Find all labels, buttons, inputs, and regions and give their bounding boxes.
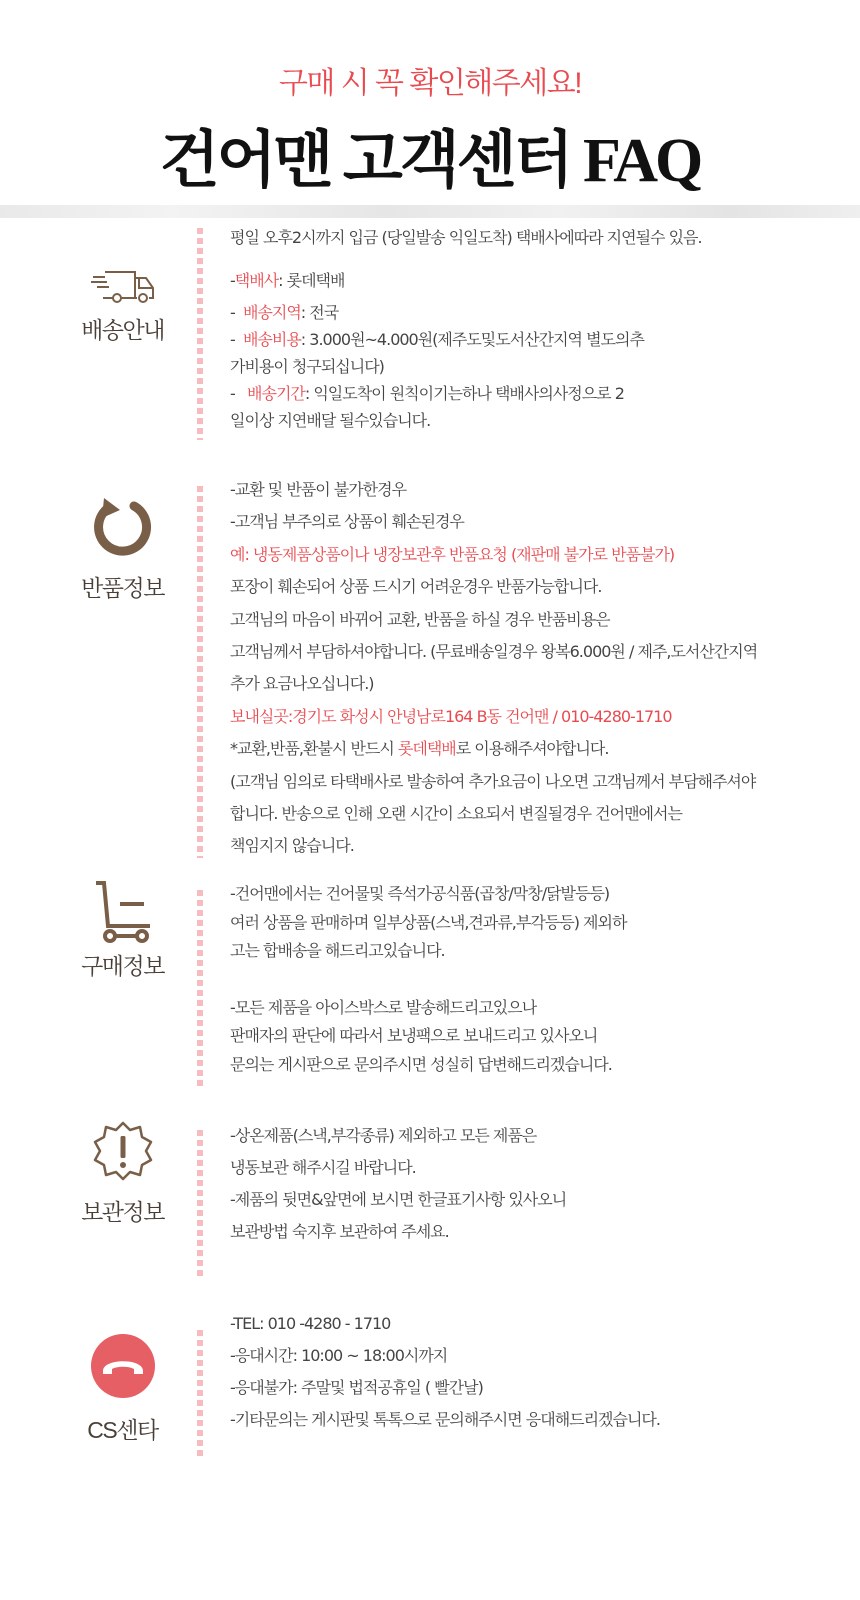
purchase-icon-group: [60, 880, 185, 981]
returns-line: 합니다. 반송으로 인해 오랜 시간이 소요되서 변질될경우 건어맨에서는: [230, 804, 682, 824]
delivery-icon-group: [60, 268, 185, 345]
section-delivery: [0, 218, 860, 448]
returns-address: 보내실곳:경기도 화성시 안녕남로164 B동 건어맨 / 010-4280-1710: [230, 706, 672, 726]
storage-line: 냉동보관 해주시길 바랍니다.: [230, 1158, 416, 1177]
divider-band: [0, 205, 860, 218]
purchase-text: [230, 880, 855, 1079]
returns-line: 책임지지 않습니다.: [230, 836, 354, 856]
section-cs: [0, 1308, 860, 1468]
purchase-line: 고는 합배송을 해드리고있습니다.: [230, 941, 445, 960]
returns-line: (고객님 임의로 타택배사로 발송하여 추가요금이 나오면 고객님께서 부담해주셔야: [230, 771, 756, 791]
delivery-cost-cont: 가비용이 청구되십니다): [230, 357, 384, 376]
section-label-cs: CS센타: [87, 1417, 158, 1443]
storage-line: -제품의 뒷면&앞면에 보시면 한글표기사항 있사오니: [230, 1190, 567, 1209]
dotted-divider: [197, 228, 203, 440]
delivery-courier: -택배사: 롯데택배: [230, 271, 345, 290]
returns-line: -교환 및 반품이 불가한경우: [230, 480, 407, 499]
storage-icon-group: [60, 1120, 185, 1227]
returns-icon-group: [60, 494, 185, 603]
cart-icon: [90, 880, 156, 946]
cs-other: -기타문의는 게시판및 톡톡으로 문의해주시면 응대해드리겠습니다.: [230, 1410, 660, 1429]
purchase-line: -모든 제품을 아이스박스로 발송해드리고있으나: [230, 997, 537, 1017]
returns-text: [230, 474, 855, 863]
returns-line: 추가 요금나오십니다.): [230, 674, 374, 694]
returns-notice: *교환,반품,환불시 반드시 롯데택배로 이용해주셔야합니다.: [230, 739, 609, 759]
cs-text: [230, 1308, 855, 1436]
storage-line: 보관방법 숙지후 보관하여 주세요.: [230, 1222, 449, 1241]
returns-line: 고객님께서 부담하셔야합니다. (무료배송일경우 왕복6.000원 / 제주,도서산간지역: [230, 642, 758, 662]
page-title: 건어맨 고객센터 FAQ: [159, 127, 701, 195]
returns-example: 예: 냉동제품상품이나 냉장보관후 반품요청 (재판매 불가로 반품불가): [230, 544, 675, 564]
dotted-divider: [197, 486, 203, 858]
returns-line: 포장이 훼손되어 상품 드시기 어려운경우 반품가능합니다.: [230, 577, 602, 597]
cs-tel: -TEL: 010 -4280 - 1710: [230, 1314, 391, 1333]
dotted-divider: [197, 1330, 203, 1460]
section-returns: [0, 478, 860, 868]
cs-icon-group: [60, 1334, 185, 1445]
purchase-line: 판매자의 판단에 따라서 보냉팩으로 보내드리고 있사오니: [230, 1026, 598, 1045]
cs-closed: -응대불가: 주말및 법적공휴일 ( 빨간날): [230, 1378, 483, 1397]
delivery-area: - 배송지역: 전국: [230, 303, 339, 322]
refresh-icon: [90, 494, 156, 560]
warning-badge-icon: [90, 1120, 156, 1182]
truck-icon: [91, 268, 155, 306]
phone-icon[interactable]: [91, 1334, 155, 1398]
section-purchase: [0, 880, 860, 1090]
page-subtitle: 구매 시 꼭 확인해주세요!: [278, 67, 582, 100]
delivery-period: - 배송기간: 익일도착이 원칙이기는하나 택배사의사정으로 2: [230, 384, 624, 403]
section-label-returns: 반품정보: [81, 575, 164, 601]
dotted-divider: [197, 1130, 203, 1280]
dotted-divider: [197, 890, 203, 1090]
delivery-cost: - 배송비용: 3.000원~4.000원(제주도및도서산간지역 별도의추: [230, 330, 644, 349]
section-label-storage: 보관정보: [81, 1199, 164, 1225]
delivery-period-cont: 일이상 지연배달 될수있습니다.: [230, 411, 431, 430]
purchase-spacer: [230, 966, 855, 994]
storage-line: -상온제품(스낵,부각종류) 제외하고 모든 제품은: [230, 1126, 537, 1145]
purchase-line: 문의는 게시판으로 문의주시면 성실히 답변해드리겠습니다.: [230, 1054, 612, 1074]
section-storage: [0, 1120, 860, 1280]
storage-text: [230, 1120, 855, 1248]
returns-line: 고객님의 마음이 바뀌어 교환, 반품을 하실 경우 반품비용은: [230, 609, 610, 629]
page-header: [0, 0, 860, 205]
returns-line: -고객님 부주의로 상품이 훼손된경우: [230, 512, 464, 532]
purchase-line: -건어맨에서는 건어물및 즉석가공식품(곱창/막창/닭발등등): [230, 884, 610, 903]
cs-hours: -응대시간: 10:00 ~ 18:00시까지: [230, 1346, 448, 1365]
delivery-text: [230, 223, 855, 434]
delivery-intro: 평일 오후2시까지 입금 (당일발송 익일도착) 택배사에따라 지연될수 있음.: [230, 228, 702, 247]
section-label-delivery: 배송안내: [81, 317, 164, 343]
section-label-purchase: 구매정보: [81, 953, 164, 979]
purchase-line: 여러 상품을 판매하며 일부상품(스낵,견과류,부각등등) 제외하: [230, 912, 627, 932]
